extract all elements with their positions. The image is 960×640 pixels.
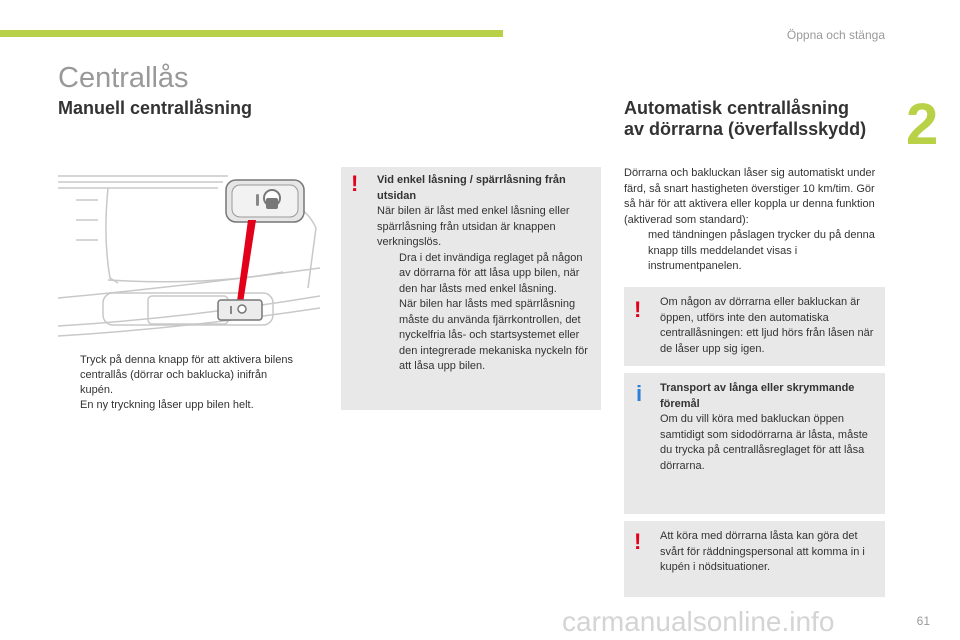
page-number: 61: [916, 614, 930, 628]
warning-title: Vid enkel låsning / spärrlåsning från utsidan: [377, 174, 566, 202]
info-icon: i: [636, 381, 643, 406]
list-item: En ny tryckning låser upp bilen helt.: [80, 399, 254, 411]
warning-text: Att köra med dörrarna låsta kan göra det svårt för räddningspersonal att komma in i kupén i nödsituationer.: [660, 530, 865, 573]
header-accent-bar: [0, 30, 503, 37]
warning-text: När bilen är låst med enkel låsning eller spärrlåsning från utsidan är knappen verkningslös.: [377, 205, 570, 248]
section-heading-automatic: [624, 98, 904, 140]
page-title: Centrallås: [58, 62, 189, 94]
info-box-long-objects: [624, 373, 885, 514]
info-text: Om du vill köra med bakluckan öppen samtidigt som sidodörrarna är låsta, måste du trycka på centrallåsreglaget för att låsa dörrarna.: [660, 413, 868, 472]
chapter-number: 2: [906, 92, 939, 157]
central-lock-button-illustration: [58, 168, 320, 340]
info-title: Transport av långa eller skrymmande föremål: [660, 382, 855, 410]
list-item: Dra i det invändiga reglaget på någon av dörrarna för att låsa upp bilen, när den har låsts med enkel låsning.: [399, 251, 583, 295]
warning-icon: !: [634, 297, 642, 322]
chapter-title: Öppna och stänga: [786, 28, 885, 42]
list-item: Tryck på denna knapp för att aktivera bilens centrallås (dörrar och baklucka) inifrån kupén.: [80, 354, 293, 396]
warning-text: Om någon av dörrarna eller bakluckan är öppen, utförs inte den automatiska centrallåsningen: ett ljud hörs från låsen när de låser upp sig igen.: [660, 296, 874, 355]
lock-button-inset: [226, 180, 304, 222]
list-item: När bilen har låsts med spärrlåsning måste du använda fjärrkontrollen, det nyckelfria lås- och startsystemet eller den integrerade mekaniska nyckeln för att låsa upp bilen.: [399, 298, 588, 372]
watermark: carmanualsonline.info: [562, 606, 835, 637]
section-heading-manual: Manuell centrallåsning: [58, 98, 253, 118]
warning-icon: !: [634, 529, 642, 554]
warning-icon: !: [351, 171, 359, 196]
heading-line-1: Automatisk centrallåsning: [624, 98, 850, 118]
automatic-lock-description: Dörrarna och bakluckan låser sig automatiskt under färd, så snart hastigheten överstiger 10 km/tim. Gör så här för att aktivera eller koppla ur denna funktion (aktiverad som standard): med tändningen påslagen trycker du på denna knapp tills meddelandet visas i instrumentpanelen.: [624, 166, 886, 275]
warning-box-door-open: [624, 287, 885, 366]
small-lock-button: [218, 300, 262, 320]
warning-box-rescue: [624, 521, 885, 597]
warning-box-external-lock: [341, 167, 601, 410]
heading-line-2: av dörrarna (överfallsskydd): [624, 119, 867, 139]
list-item: med tändningen påslagen trycker du på denna knapp tills meddelandet visas i instrumentpanelen.: [648, 229, 875, 272]
manual-lock-steps: [58, 353, 303, 413]
